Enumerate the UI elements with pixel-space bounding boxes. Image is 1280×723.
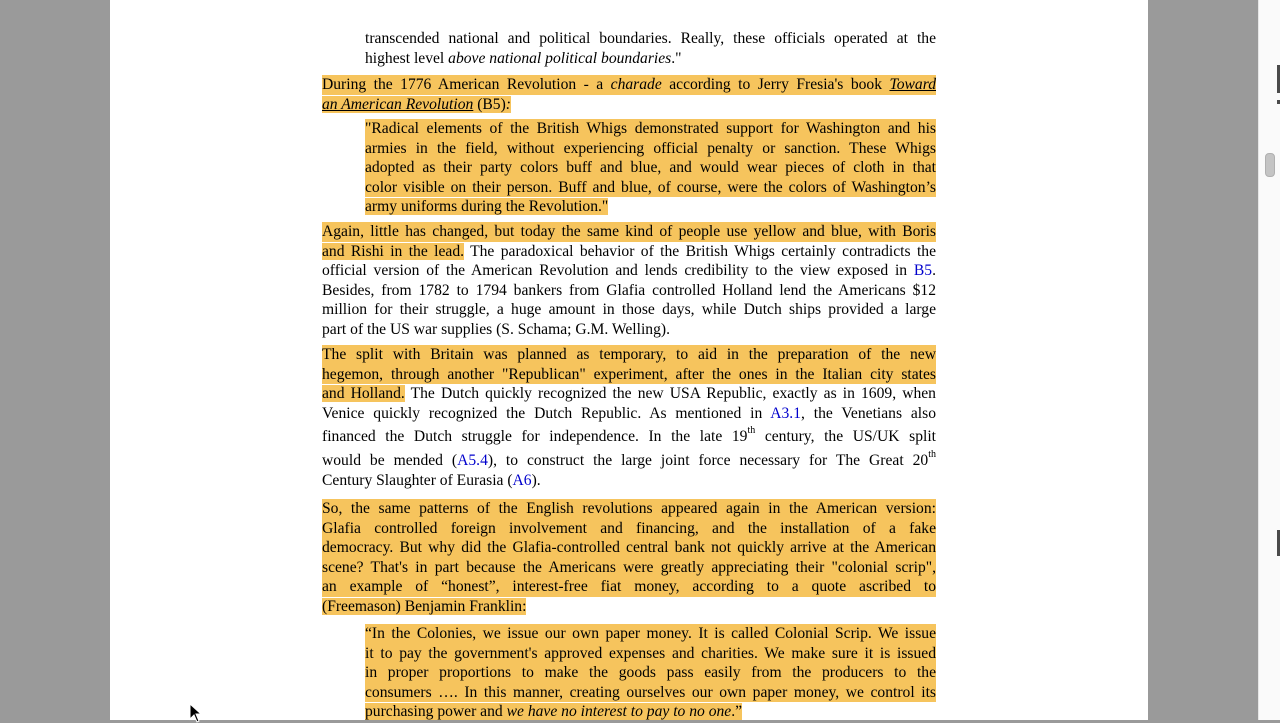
text-run: would be mended (: [322, 451, 458, 469]
text-run: ), to construct the large joint force necessary for The Great 20: [487, 451, 929, 469]
paragraph-split: [322, 345, 936, 490]
blockquote-franklin: [365, 624, 936, 720]
text-line: consumers …. In this manner, creating ourselves our own paper money, we control its: [365, 683, 936, 701]
blockquote-whigs: [365, 119, 936, 217]
text-line: [322, 427, 936, 447]
link-a6[interactable]: A6: [512, 471, 532, 489]
text-line: it to pay the government's approved expenses and charities. We make sure it is issued: [365, 644, 936, 662]
text-line: [365, 702, 936, 720]
text-line: The split with Britain was planned as temporary, to aid in the preparation of the new: [322, 346, 936, 363]
text-line: in proper proportions to make the goods pass easily from the producers to the: [365, 664, 936, 682]
superscript: th: [747, 425, 756, 437]
text-line: color visible on their person. Buff and blue, of course, were the colors of Washington’s: [365, 178, 936, 196]
text-run: The Dutch quickly recognized the new USA Republic, exactly as in 1609, when: [404, 385, 936, 403]
text-run: .": [671, 49, 682, 67]
text-line: hegemon, through another "Republican" experiment, after the ones in the Italian city states: [322, 365, 936, 383]
text-line: So, the same patterns of the English revolutions appeared again in the American version:: [322, 500, 936, 517]
text-run: highest level: [365, 49, 449, 67]
text-line: [322, 261, 936, 281]
text-run: During the 1776 American Revolution - a: [322, 76, 611, 93]
text-line: [322, 404, 936, 424]
text-run: .: [932, 262, 936, 280]
text-line: Again, little has changed, but today the same kind of people use yellow and blue, with Boris: [322, 223, 936, 240]
text-line: [322, 448, 936, 471]
text-run: , the Venetians also: [801, 404, 936, 422]
text-line: armies in the field, without experiencing official penalty or sanction. These Whigs: [365, 139, 936, 157]
italic-run: above national political boundaries: [448, 49, 672, 67]
text-line: democracy. But why did the Glafia-controlled central bank not quickly arrive at the American: [322, 539, 936, 557]
link-a3-1[interactable]: A3.1: [770, 404, 802, 422]
text-run: century, the US/UK split: [755, 428, 936, 446]
text-run: (Freemason) Benjamin Franklin:: [322, 597, 527, 615]
text-line: Glafia controlled foreign involvement and financing, and the installation of a fake: [322, 519, 936, 537]
text-line: [322, 75, 936, 95]
document-page: [110, 0, 1148, 720]
text-line: transcended national and political boundaries. Really, these officials operated at the: [365, 30, 936, 47]
book-title-link[interactable]: an American Revolution: [322, 95, 474, 113]
text-run: official version of the American Revolution and lends credibility to the view exposed in: [322, 262, 914, 280]
superscript: th: [928, 448, 936, 460]
paragraph-revolution: [322, 75, 936, 114]
text-line: [322, 384, 936, 404]
text-line: scene? That's in part because the Americans were greatly appreciating their "colonial scrip",: [322, 558, 936, 576]
paragraph-whigs: [322, 222, 936, 340]
text-line: [365, 49, 936, 69]
text-run: purchasing power and: [365, 703, 507, 720]
link-b5[interactable]: B5: [913, 262, 933, 280]
text-run: ).: [531, 471, 541, 489]
text-run: financed the Dutch struggle for independence. In the late 19: [322, 428, 748, 446]
text-line: Besides, from 1782 to 1794 bankers from Glafia controlled Holland lend the Americans $12: [322, 281, 936, 299]
text-run: The paradoxical behavior of the British Whigs certainly contradicts the: [464, 242, 936, 260]
text-line: [322, 471, 936, 491]
text-run: Century Slaughter of Eurasia (: [322, 471, 513, 489]
link-a5-4[interactable]: A5.4: [457, 451, 488, 469]
text-line: an example of “honest”, interest-free fiat money, according to a quote ascribed to: [322, 578, 936, 596]
text-run: :: [505, 95, 511, 113]
text-run: according to Jerry Fresia's book: [661, 76, 890, 93]
text-line: [322, 597, 936, 617]
book-title-link[interactable]: Toward: [889, 76, 936, 93]
text-line: million for their struggle, a huge amount in those days, while Dutch ships provided a large: [322, 301, 936, 319]
italic-run: we have no interest to pay to no one: [506, 703, 732, 720]
text-run: and Rishi in the lead.: [322, 242, 465, 260]
text-line: “In the Colonies, we issue our own paper money. It is called Colonial Scrip. We issue: [365, 625, 936, 642]
text-line: "Radical elements of the British Whigs demonstrated support for Washington and his: [365, 120, 936, 137]
italic-run: charade: [610, 76, 662, 93]
paragraph-patterns: [322, 499, 936, 617]
mouse-pointer-icon: [189, 703, 203, 723]
text-line: part of the US war supplies (S. Schama; G.M. Welling).: [322, 320, 670, 338]
text-run: (B5): [473, 95, 506, 113]
text-run: army uniforms during the Revolution.": [365, 198, 609, 216]
vertical-scrollbar[interactable]: [1258, 0, 1280, 720]
text-line: [322, 95, 936, 115]
scroll-thumb[interactable]: [1265, 153, 1275, 177]
text-line: adopted as their party colors buff and blue, and would wear pieces of cloth in that: [365, 159, 936, 177]
text-line: [322, 242, 936, 262]
quote-continuation: [365, 29, 936, 68]
text-line: [365, 197, 936, 217]
text-run: .”: [731, 703, 743, 720]
text-run: Venice quickly recognized the Dutch Republic. As mentioned in: [322, 404, 771, 422]
text-run: and Holland.: [322, 385, 405, 403]
